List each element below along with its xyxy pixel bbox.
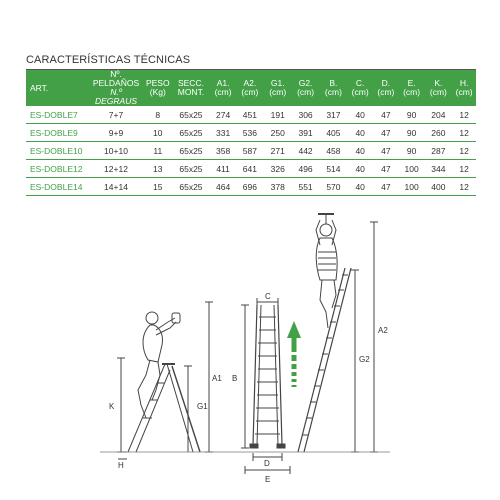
column-header — [210, 70, 236, 106]
table-cell: 442 — [292, 142, 320, 160]
table-cell: 12 — [452, 124, 476, 142]
column-header — [264, 70, 292, 106]
table-row — [26, 106, 476, 124]
table-cell: 7+7 — [88, 106, 144, 124]
table-cell: 12 — [452, 160, 476, 178]
spec-table — [26, 70, 476, 196]
table-cell: 514 — [319, 160, 347, 178]
table-cell: 391 — [292, 124, 320, 142]
table-cell: 47 — [373, 106, 399, 124]
column-header — [236, 70, 264, 106]
column-header-main: G1. — [270, 78, 285, 88]
table-cell: 47 — [373, 178, 399, 196]
table-cell: 100 — [399, 160, 425, 178]
table-cell: 12 — [452, 142, 476, 160]
table-cell: 536 — [236, 124, 264, 142]
table-cell: 570 — [319, 178, 347, 196]
column-header-main: ART. — [30, 82, 49, 93]
dim-label-a1: A1 — [212, 374, 222, 383]
column-header-main: E. — [407, 78, 416, 88]
article-code-cell: ES-DOBLE7 — [26, 106, 88, 124]
column-header-sub: (cm) — [241, 87, 259, 97]
table-row — [26, 124, 476, 142]
column-header-sub: (cm) — [429, 87, 447, 97]
article-code-cell: ES-DOBLE10 — [26, 142, 88, 160]
column-header — [347, 70, 373, 106]
table-cell: 400 — [424, 178, 452, 196]
table-cell: 47 — [373, 160, 399, 178]
table-cell: 12 — [452, 178, 476, 196]
table-cell: 274 — [210, 106, 236, 124]
table-cell: 344 — [424, 160, 452, 178]
table-cell: 331 — [210, 124, 236, 142]
table-body — [26, 106, 476, 196]
table-cell: 47 — [373, 142, 399, 160]
extended-ladder-figure — [298, 214, 378, 452]
table-cell: 287 — [424, 142, 452, 160]
column-header-sub: (cm) — [297, 87, 315, 97]
dim-label-e: E — [265, 475, 271, 484]
table-cell: 8 — [144, 106, 172, 124]
table-cell: 40 — [347, 106, 373, 124]
column-header — [88, 70, 144, 106]
column-header-sub: (cm) — [269, 87, 287, 97]
table-cell: 40 — [347, 160, 373, 178]
table-cell: 9+9 — [88, 124, 144, 142]
table-cell: 271 — [264, 142, 292, 160]
table-cell: 551 — [292, 178, 320, 196]
table-cell: 378 — [264, 178, 292, 196]
extension-arrow-icon — [287, 321, 301, 387]
column-header-main: A1. — [216, 78, 230, 88]
table-cell: 496 — [292, 160, 320, 178]
column-header-sub: (cm) — [351, 87, 369, 97]
table-cell: 65x25 — [172, 142, 211, 160]
dim-label-g1: G1 — [197, 402, 208, 411]
table-cell: 65x25 — [172, 178, 211, 196]
column-header-main: D. — [381, 78, 391, 88]
table-cell: 260 — [424, 124, 452, 142]
column-header-sub: (cm) — [377, 87, 395, 97]
column-header-main: Nº. PELDAÑOS — [92, 69, 140, 88]
column-header — [399, 70, 425, 106]
table-cell: 10 — [144, 124, 172, 142]
column-header-main: K. — [434, 78, 443, 88]
table-cell: 451 — [236, 106, 264, 124]
ladder-diagram — [0, 200, 500, 500]
column-header — [319, 70, 347, 106]
column-header-main: PESO — [145, 78, 170, 88]
table-cell: 326 — [264, 160, 292, 178]
table-cell: 10+10 — [88, 142, 144, 160]
table-cell: 587 — [236, 142, 264, 160]
dim-label-k: K — [109, 402, 115, 411]
table-cell: 40 — [347, 124, 373, 142]
table-cell: 90 — [399, 124, 425, 142]
column-header-main: C. — [355, 78, 365, 88]
table-cell: 15 — [144, 178, 172, 196]
dim-label-g2: G2 — [359, 355, 370, 364]
table-cell: 306 — [292, 106, 320, 124]
table-cell: 358 — [210, 142, 236, 160]
column-header-sub: (cm) — [324, 87, 342, 97]
column-header — [373, 70, 399, 106]
table-cell: 191 — [264, 106, 292, 124]
column-header-main: SECC. — [177, 78, 204, 88]
table-cell: 464 — [210, 178, 236, 196]
table-cell: 204 — [424, 106, 452, 124]
dim-label-c: C — [265, 292, 271, 301]
step-ladder-figure — [117, 302, 213, 459]
column-header — [144, 70, 172, 106]
column-header-sub: (cm) — [455, 87, 473, 97]
table-cell: 317 — [319, 106, 347, 124]
table-header-row — [26, 70, 476, 106]
table-cell: 90 — [399, 106, 425, 124]
column-header-sub: MONT. — [177, 87, 205, 97]
table-cell: 411 — [210, 160, 236, 178]
article-code-cell: ES-DOBLE9 — [26, 124, 88, 142]
dim-label-b: B — [232, 374, 238, 383]
column-header-sub: N.º DEGRAUS — [94, 87, 138, 106]
article-code-cell: ES-DOBLE12 — [26, 160, 88, 178]
dim-label-a2: A2 — [378, 326, 388, 335]
column-header-main: A2. — [243, 78, 257, 88]
table-cell: 13 — [144, 160, 172, 178]
column-header — [292, 70, 320, 106]
table-cell: 40 — [347, 178, 373, 196]
table-row — [26, 178, 476, 196]
column-header — [172, 70, 211, 106]
column-header — [424, 70, 452, 106]
column-header — [452, 70, 476, 106]
column-header-main: G2. — [298, 78, 313, 88]
table-cell: 65x25 — [172, 124, 211, 142]
table-cell: 458 — [319, 142, 347, 160]
table-cell: 250 — [264, 124, 292, 142]
column-header-sub: (Kg) — [149, 87, 166, 97]
table-row — [26, 160, 476, 178]
table-cell: 47 — [373, 124, 399, 142]
column-header-main: B. — [329, 78, 338, 88]
page-title: CARACTERÍSTICAS TÉCNICAS — [26, 54, 476, 70]
dim-label-d: D — [264, 459, 270, 468]
column-header-sub: (cm) — [214, 87, 232, 97]
table-cell: 11 — [144, 142, 172, 160]
front-view-figure — [241, 298, 290, 474]
column-header-main: H. — [459, 78, 469, 88]
table-cell: 65x25 — [172, 106, 211, 124]
table-cell: 90 — [399, 142, 425, 160]
dim-label-h: H — [118, 461, 124, 470]
table-cell: 100 — [399, 178, 425, 196]
table-cell: 405 — [319, 124, 347, 142]
table-cell: 14+14 — [88, 178, 144, 196]
article-code-cell: ES-DOBLE14 — [26, 178, 88, 196]
table-cell: 12 — [452, 106, 476, 124]
table-cell: 696 — [236, 178, 264, 196]
table-cell: 40 — [347, 142, 373, 160]
table-cell: 641 — [236, 160, 264, 178]
table-cell: 65x25 — [172, 160, 211, 178]
column-header — [26, 70, 88, 106]
column-header-sub: (cm) — [403, 87, 421, 97]
table-cell: 12+12 — [88, 160, 144, 178]
table-row — [26, 142, 476, 160]
